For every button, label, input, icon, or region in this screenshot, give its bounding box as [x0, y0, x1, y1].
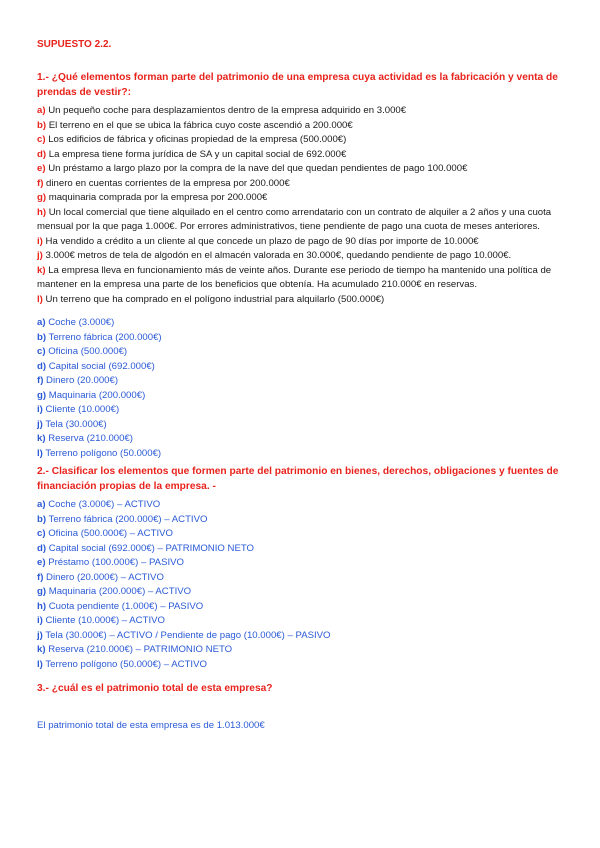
answer-letter: h) — [37, 600, 47, 612]
answer-letter: b) — [37, 331, 47, 343]
item-letter: j) — [37, 250, 43, 261]
answer-text: Terreno fábrica (200.000€) — [46, 331, 162, 343]
answer-text: Cliente (10.000€) – ACTIVO — [42, 615, 165, 626]
item-letter: f) — [37, 177, 44, 189]
list-item — [37, 162, 567, 177]
answer-text: Maquinaria (200.000€) — [46, 389, 146, 401]
answer-letter: d) — [37, 360, 47, 372]
answer-letter: j) — [37, 629, 43, 641]
answer-item — [37, 498, 567, 513]
item-text: La empresa lleva en funcionamiento más de veinte años. Durante ese periodo de tiempo ha mantenido una política de mantener en la empresa una parte de los beneficios que obtenía. Ha acumulado 210.000€ en reservas. — [37, 264, 552, 290]
item-letter: l) — [37, 293, 43, 305]
list-item — [37, 206, 567, 235]
answer-letter: j) — [37, 418, 43, 430]
list-item — [37, 191, 567, 206]
question-1: 1.- ¿Qué elementos forman parte del patrimonio de una empresa cuya actividad es la fabricación y venta de prendas de vestir?: — [37, 72, 558, 98]
answer-item — [37, 571, 567, 586]
answer-item — [37, 600, 567, 615]
question-2: 2.- Clasificar los elementos que formen parte del patrimonio en bienes, derechos, obligaciones y fuentes de financiación propias de la empresa. - — [37, 466, 559, 492]
answer-letter: c) — [37, 346, 46, 357]
answer-text: Dinero (20.000€) — [43, 375, 119, 386]
list-item — [37, 293, 567, 308]
answer-text: Capital social (692.000€) – PATRIMONIO NETO — [46, 542, 254, 554]
answer-item — [37, 432, 567, 447]
list-item — [37, 133, 567, 148]
list-item — [37, 177, 567, 192]
answer-item — [37, 345, 567, 360]
answer-item — [37, 331, 567, 346]
answer-letter: a) — [37, 317, 46, 328]
answer-item — [37, 556, 567, 571]
answer-text: Oficina (500.000€) — [45, 346, 128, 357]
answer-item — [37, 389, 567, 404]
item-letter: i) — [37, 235, 43, 247]
answer-item — [37, 513, 567, 528]
answer-item — [37, 629, 567, 644]
answer-item — [37, 360, 567, 375]
answer-text: Tela (30.000€) — [42, 418, 107, 430]
answer-letter: g) — [37, 389, 47, 401]
answer-text: Maquinaria (200.000€) – ACTIVO — [46, 586, 192, 597]
answer-letter: l) — [37, 658, 43, 670]
answer-letter: a) — [37, 499, 46, 510]
answer-text: Cuota pendiente (1.000€) – PASIVO — [46, 600, 204, 612]
answer-letter: k) — [37, 644, 46, 655]
list-item — [37, 148, 567, 163]
answer-item — [37, 658, 567, 673]
answer-item — [37, 585, 567, 600]
item-letter: e) — [37, 163, 46, 174]
item-text: Los edificios de fábrica y oficinas propiedad de la empresa (500.000€) — [45, 134, 347, 145]
answer-text: Terreno polígono (50.000€) – ACTIVO — [42, 658, 207, 670]
answer-letter: i) — [37, 404, 43, 415]
list-item — [37, 119, 567, 134]
answer-item — [37, 614, 567, 629]
document-page — [37, 38, 567, 733]
answer-letter: g) — [37, 586, 47, 597]
item-text: maquinaria comprada por la empresa por 200.000€ — [46, 192, 268, 203]
answer-text: Préstamo (100.000€) – PASIVO — [45, 557, 184, 568]
answer-item — [37, 316, 567, 331]
item-letter: d) — [37, 148, 47, 160]
answer-text: Oficina (500.000€) – ACTIVO — [45, 528, 173, 539]
item-text: Un terreno que ha comprado en el polígono industrial para alquilarlo (500.000€) — [42, 293, 385, 305]
question-1-items — [37, 104, 567, 307]
answer-item — [37, 527, 567, 542]
item-letter: g) — [37, 192, 47, 203]
answer-letter: c) — [37, 528, 46, 539]
answer-item — [37, 403, 567, 418]
answer-text: Reserva (210.000€) – PATRIMONIO NETO — [45, 644, 233, 655]
answer-item — [37, 542, 567, 557]
item-text: Un préstamo a largo plazo por la compra de la nave del que quedan pendientes de pago 100.000€ — [45, 163, 468, 174]
item-letter: c) — [37, 134, 46, 145]
answer-letter: i) — [37, 615, 43, 626]
question-1-answers — [37, 316, 567, 461]
answer-text: Reserva (210.000€) — [45, 433, 133, 444]
answer-item — [37, 643, 567, 658]
answer-text: Tela (30.000€) – ACTIVO / Pendiente de pago (10.000€) – PASIVO — [42, 629, 331, 641]
answer-letter: l) — [37, 447, 43, 459]
item-text: Un local comercial que tiene alquilado en el centro como arrendatario con un contrato de alquiler a 2 años y una cuota mensual por la que paga 1.000€. Por errores administrativos, tiene pendiente de pago una cuota de meses anteriores. — [37, 206, 552, 232]
item-text: Un pequeño coche para desplazamientos dentro de la empresa adquirido en 3.000€ — [45, 105, 407, 116]
list-item — [37, 104, 567, 119]
item-letter: h) — [37, 206, 47, 218]
list-item — [37, 235, 567, 250]
answer-text: Capital social (692.000€) — [46, 360, 155, 372]
answer-item — [37, 418, 567, 433]
item-text: Ha vendido a crédito a un cliente al que concede un plazo de pago de 90 días por importe de 10.000€ — [42, 235, 479, 247]
list-item — [37, 264, 567, 293]
answer-text: Terreno polígono (50.000€) — [42, 447, 162, 459]
answer-letter: e) — [37, 557, 46, 568]
answer-text: Terreno fábrica (200.000€) – ACTIVO — [46, 513, 208, 525]
answer-text: Coche (3.000€) – ACTIVO — [45, 499, 161, 510]
list-item — [37, 249, 567, 264]
document-title: SUPUESTO 2.2. — [37, 39, 112, 50]
answer-text: Dinero (20.000€) – ACTIVO — [43, 571, 164, 583]
answer-letter: b) — [37, 513, 47, 525]
question-3-answer: El patrimonio total de esta empresa es de 1.013.000€ — [37, 719, 265, 731]
item-text: dinero en cuentas corrientes de la empresa por 200.000€ — [43, 177, 290, 189]
answer-letter: f) — [37, 375, 44, 386]
answer-letter: d) — [37, 542, 47, 554]
item-letter: b) — [37, 119, 47, 131]
answer-text: Coche (3.000€) — [45, 317, 115, 328]
question-3: 3.- ¿cuál es el patrimonio total de esta empresa? — [37, 683, 273, 694]
item-letter: k) — [37, 264, 46, 276]
item-text: El terreno en el que se ubica la fábrica cuyo coste ascendió a 200.000€ — [46, 119, 353, 131]
answer-text: Cliente (10.000€) — [42, 404, 120, 415]
answer-letter: f) — [37, 571, 44, 583]
item-text: La empresa tiene forma jurídica de SA y un capital social de 692.000€ — [46, 148, 347, 160]
answer-item — [37, 447, 567, 462]
question-2-answers — [37, 498, 567, 672]
answer-letter: k) — [37, 433, 46, 444]
item-letter: a) — [37, 105, 46, 116]
item-text: 3.000€ metros de tela de algodón en el almacén valorada en 30.000€, quedando pendiente de pago 10.000€. — [42, 250, 512, 261]
answer-item — [37, 374, 567, 389]
